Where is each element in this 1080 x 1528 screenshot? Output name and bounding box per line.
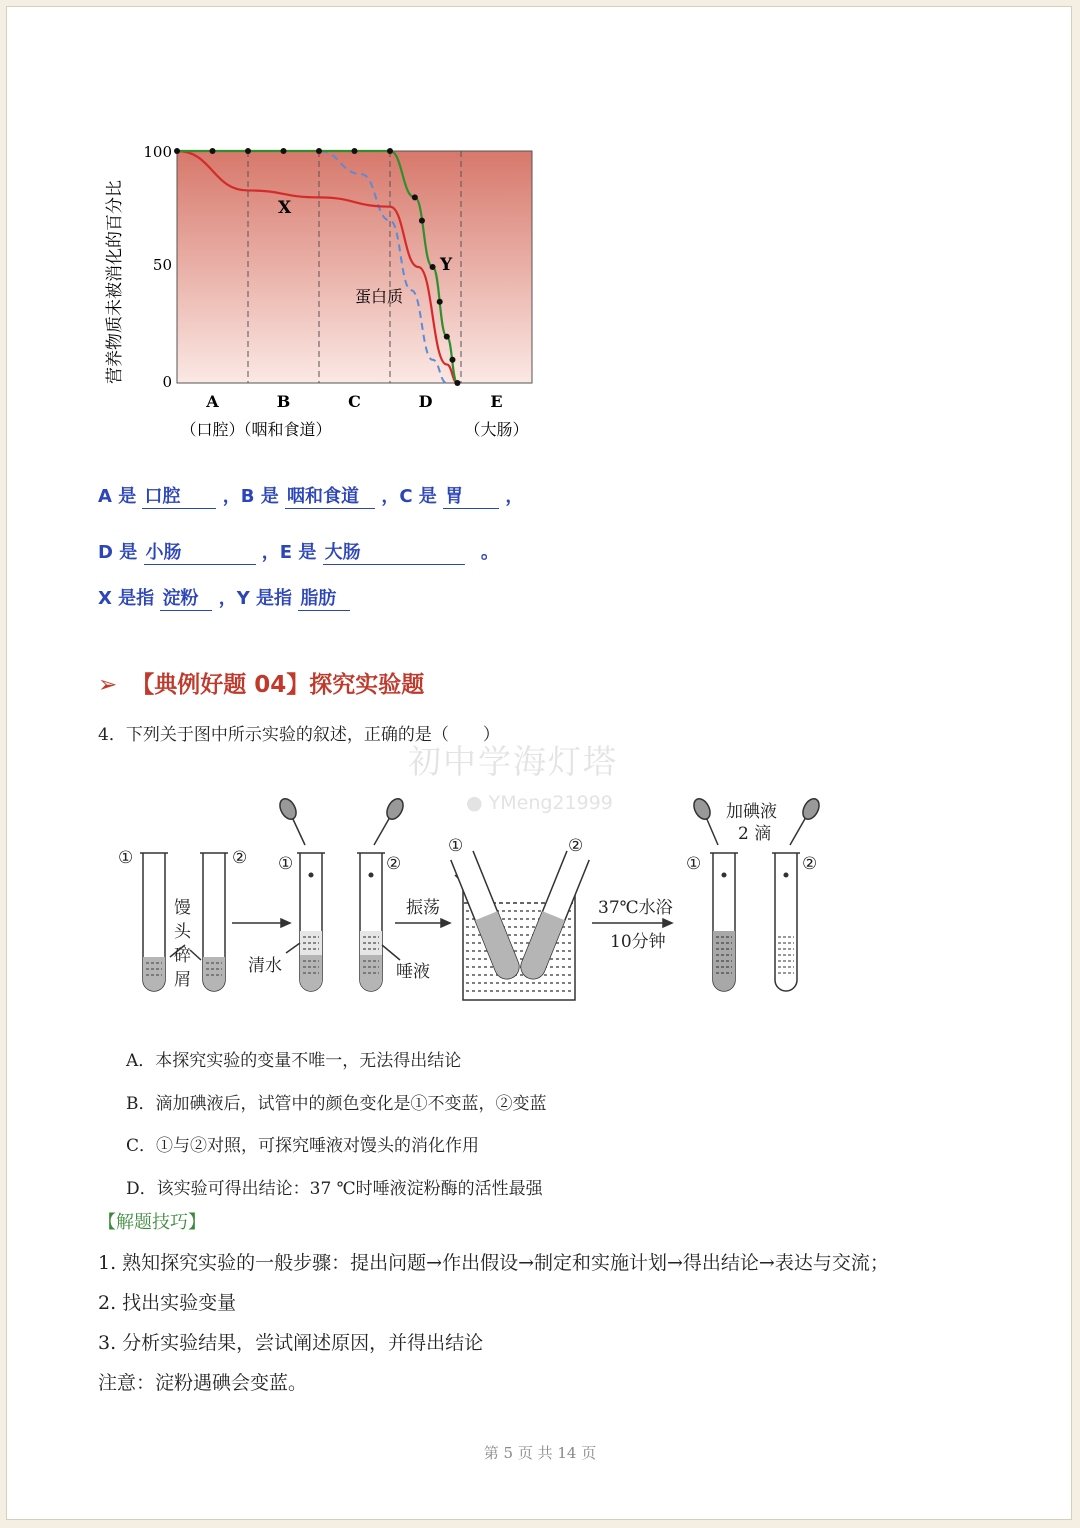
region-letter: A: [206, 392, 219, 411]
label-e: ，E 是: [261, 542, 317, 563]
tip-1: 1. 熟知探究实验的一般步骤：提出问题→作出假设→制定和实施计划→得出结论→表达与交流；: [98, 1252, 889, 1274]
page-footer: 第 5 页 共 14 页: [483, 1444, 597, 1462]
tips-heading: 【解题技巧】: [98, 1212, 206, 1233]
answer-y: 脂肪: [298, 584, 350, 611]
option-d[interactable]: D．该实验可得出结论：37 ℃时唾液淀粉酶的活性最强: [126, 1179, 543, 1199]
option-b[interactable]: B．滴加碘液后，试管中的颜色变化是①不变蓝，②变蓝: [126, 1094, 547, 1114]
section-heading: [98, 666, 424, 699]
fat-curve-marker: [316, 148, 322, 154]
y-axis-label: 营养物质未被消化的百分比: [105, 180, 125, 384]
region-letter: E: [490, 392, 503, 411]
region-name: （口腔）: [180, 420, 245, 439]
fat-curve-marker: [437, 299, 443, 305]
tube1-label-c: ①: [448, 836, 464, 856]
saliva-label: 唾液: [396, 962, 430, 982]
y-tick-50: 50: [152, 256, 172, 274]
question-text: 4．下列关于图中所示实验的叙述，正确的是（ ）: [98, 725, 500, 745]
answer-e: 大肠: [323, 538, 465, 565]
digestion-chart: [100, 135, 560, 445]
fat-curve-marker: [210, 148, 216, 154]
fat-curve-marker: [387, 148, 393, 154]
drops-label: 2 滴: [738, 824, 772, 844]
mantou-char-4: 屑: [174, 970, 191, 990]
region-letter: C: [348, 392, 361, 411]
tube2-label-c: ②: [568, 836, 584, 856]
curve-label-x: X: [278, 198, 292, 218]
curve-label-protein: 蛋白质: [355, 287, 404, 306]
tip-3: 3. 分析实验结果，尝试阐述原因，并得出结论: [98, 1332, 484, 1354]
tip-note: 注意：淀粉遇碘会变蓝。: [98, 1372, 308, 1394]
region-letter: D: [418, 392, 433, 411]
punct-1: ，: [505, 486, 524, 507]
fat-curve-marker: [352, 148, 358, 154]
label-a: A 是: [98, 486, 137, 507]
water-label: 清水: [248, 956, 282, 976]
tip-2: 2. 找出实验变量: [98, 1292, 237, 1314]
fat-curve-marker: [430, 264, 436, 270]
tube-2-final: [772, 796, 822, 991]
mantou-char-3: 碎: [174, 946, 191, 966]
y-axis: [105, 143, 172, 391]
fat-curve-marker: [245, 148, 251, 154]
answer-line-1: [98, 482, 523, 509]
tube2-label-d: ②: [802, 854, 818, 874]
option-c[interactable]: C．①与②对照，可探究唾液对馒头的消化作用: [126, 1136, 480, 1156]
water-bath-beaker: [451, 851, 589, 1000]
time-label: 10分钟: [610, 932, 666, 952]
answer-a: 口腔: [142, 482, 216, 509]
tube-1-water: [277, 796, 325, 991]
region-name: （大肠）: [464, 420, 529, 439]
fat-curve-marker: [281, 148, 287, 154]
tube-2-initial: [200, 853, 228, 991]
label-d: D 是: [98, 542, 138, 563]
wechat-icon: ●: [466, 792, 483, 814]
fat-curve-marker: [444, 334, 450, 340]
watermark-handle: YMeng21999: [488, 792, 613, 814]
answer-b: 咽和食道: [285, 482, 375, 509]
answer-line-3: [98, 584, 350, 611]
fat-curve-marker: [419, 218, 425, 224]
punct-2: 。: [480, 542, 499, 563]
mantou-char-2: 头: [174, 922, 191, 942]
tube1-label-a: ①: [118, 848, 134, 868]
iodine-label: 加碘液: [726, 802, 777, 822]
tube1-label-d: ①: [686, 854, 702, 874]
option-a[interactable]: A．本探究实验的变量不唯一，无法得出结论: [126, 1051, 462, 1071]
experiment-diagram: [110, 795, 840, 1010]
arrow-icon: ➢: [98, 672, 118, 698]
x-axis-regions: [180, 392, 528, 439]
y-tick-0: 0: [162, 373, 172, 391]
label-x: X 是指: [98, 588, 155, 609]
section-title: 【典例好题 04】探究实验题: [131, 672, 425, 698]
bath-label: 37℃水浴: [598, 898, 673, 918]
answer-x: 淀粉: [160, 584, 212, 611]
answer-d: 小肠: [144, 538, 256, 565]
fat-curve-marker: [454, 380, 460, 386]
tube2-label-b: ②: [386, 854, 402, 874]
fat-curve-marker: [174, 148, 180, 154]
fat-curve-marker: [412, 194, 418, 200]
label-c: ，C 是: [381, 486, 437, 507]
region-name: （咽和食道）: [235, 420, 332, 439]
mantou-char-1: 馒: [174, 898, 191, 918]
label-b: ，B 是: [222, 486, 279, 507]
curve-label-y: Y: [440, 255, 453, 275]
label-y: ，Y 是指: [218, 588, 293, 609]
answer-line-2: [98, 538, 499, 565]
tube1-label-b: ①: [278, 854, 294, 874]
region-letter: B: [276, 392, 291, 411]
tube2-label-a: ②: [232, 848, 248, 868]
tube-1-initial: [140, 853, 168, 991]
shake-label: 振荡: [406, 898, 440, 918]
watermark-main: 初中学海灯塔: [408, 742, 618, 781]
tube-1-final: [691, 796, 738, 991]
answer-c: 胃: [443, 482, 499, 509]
fat-curve-marker: [449, 357, 455, 363]
y-tick-100: 100: [143, 143, 172, 161]
